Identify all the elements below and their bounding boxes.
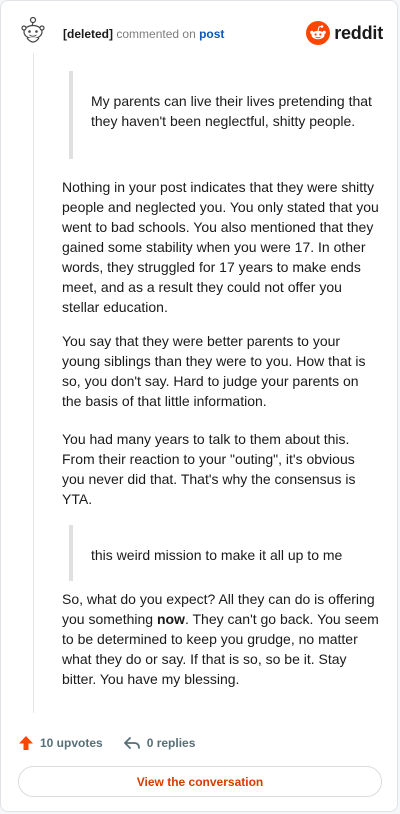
paragraph-text: . They can't go back. You seem to be determined to keep you grudge, no matter what they do or say. If that is so, so be it. Stay bitter. You have my blessing. <box>62 611 379 687</box>
comment-header <box>19 15 385 51</box>
comment-meta <box>63 27 224 41</box>
blockquote-2 <box>69 525 375 581</box>
reply-arrow-icon <box>123 735 141 751</box>
blockquote-1 <box>69 71 375 159</box>
commented-on-text: commented on <box>116 27 196 41</box>
reddit-wordmark: reddit <box>334 22 383 43</box>
view-conversation-button[interactable]: View the conversation <box>18 766 382 797</box>
post-link[interactable]: post <box>199 27 225 41</box>
blockquote-text: this weird mission to make it all up to me <box>91 547 343 563</box>
snoo-avatar-icon <box>19 15 47 47</box>
username[interactable]: [deleted] <box>63 27 114 41</box>
reply-count: 0 replies <box>146 736 196 750</box>
comment-paragraph: Nothing in your post indicates that they were shitty people and neglected you. You only stated that you went to bad schools. You also mentioned that they gained some stability when you were 17. In other words, they struggled for 17 years to make ends meet, and as a result they could not offer you stellar education. <box>62 179 379 315</box>
upvote-arrow-icon <box>18 735 34 751</box>
comment-paragraph: You say that they were better parents to your young siblings than they were to you. How that is so, you don't say. Hard to judge your parents on the basis of that little information. <box>62 333 366 409</box>
comment-actions <box>18 733 215 753</box>
reddit-logo-icon <box>306 21 330 45</box>
emphasis-text: now <box>156 611 185 627</box>
thread-line <box>33 53 34 713</box>
replies-button[interactable] <box>123 735 196 751</box>
reddit-logo[interactable] <box>306 21 383 45</box>
paragraph-text: So, what do you expect? All they can do is offering you something <box>62 591 375 627</box>
blockquote-text: My parents can live their lives pretending that they haven't been neglectful, shitty people. <box>91 93 372 129</box>
upvote-button[interactable] <box>18 735 103 751</box>
upvote-count: 10 upvotes <box>40 736 103 750</box>
comment-paragraph: You had many years to talk to them about this. From their reaction to your "outing", it's obvious you never did that. That's why the consensus is YTA. <box>62 431 356 507</box>
comment-paragraph <box>62 589 380 689</box>
